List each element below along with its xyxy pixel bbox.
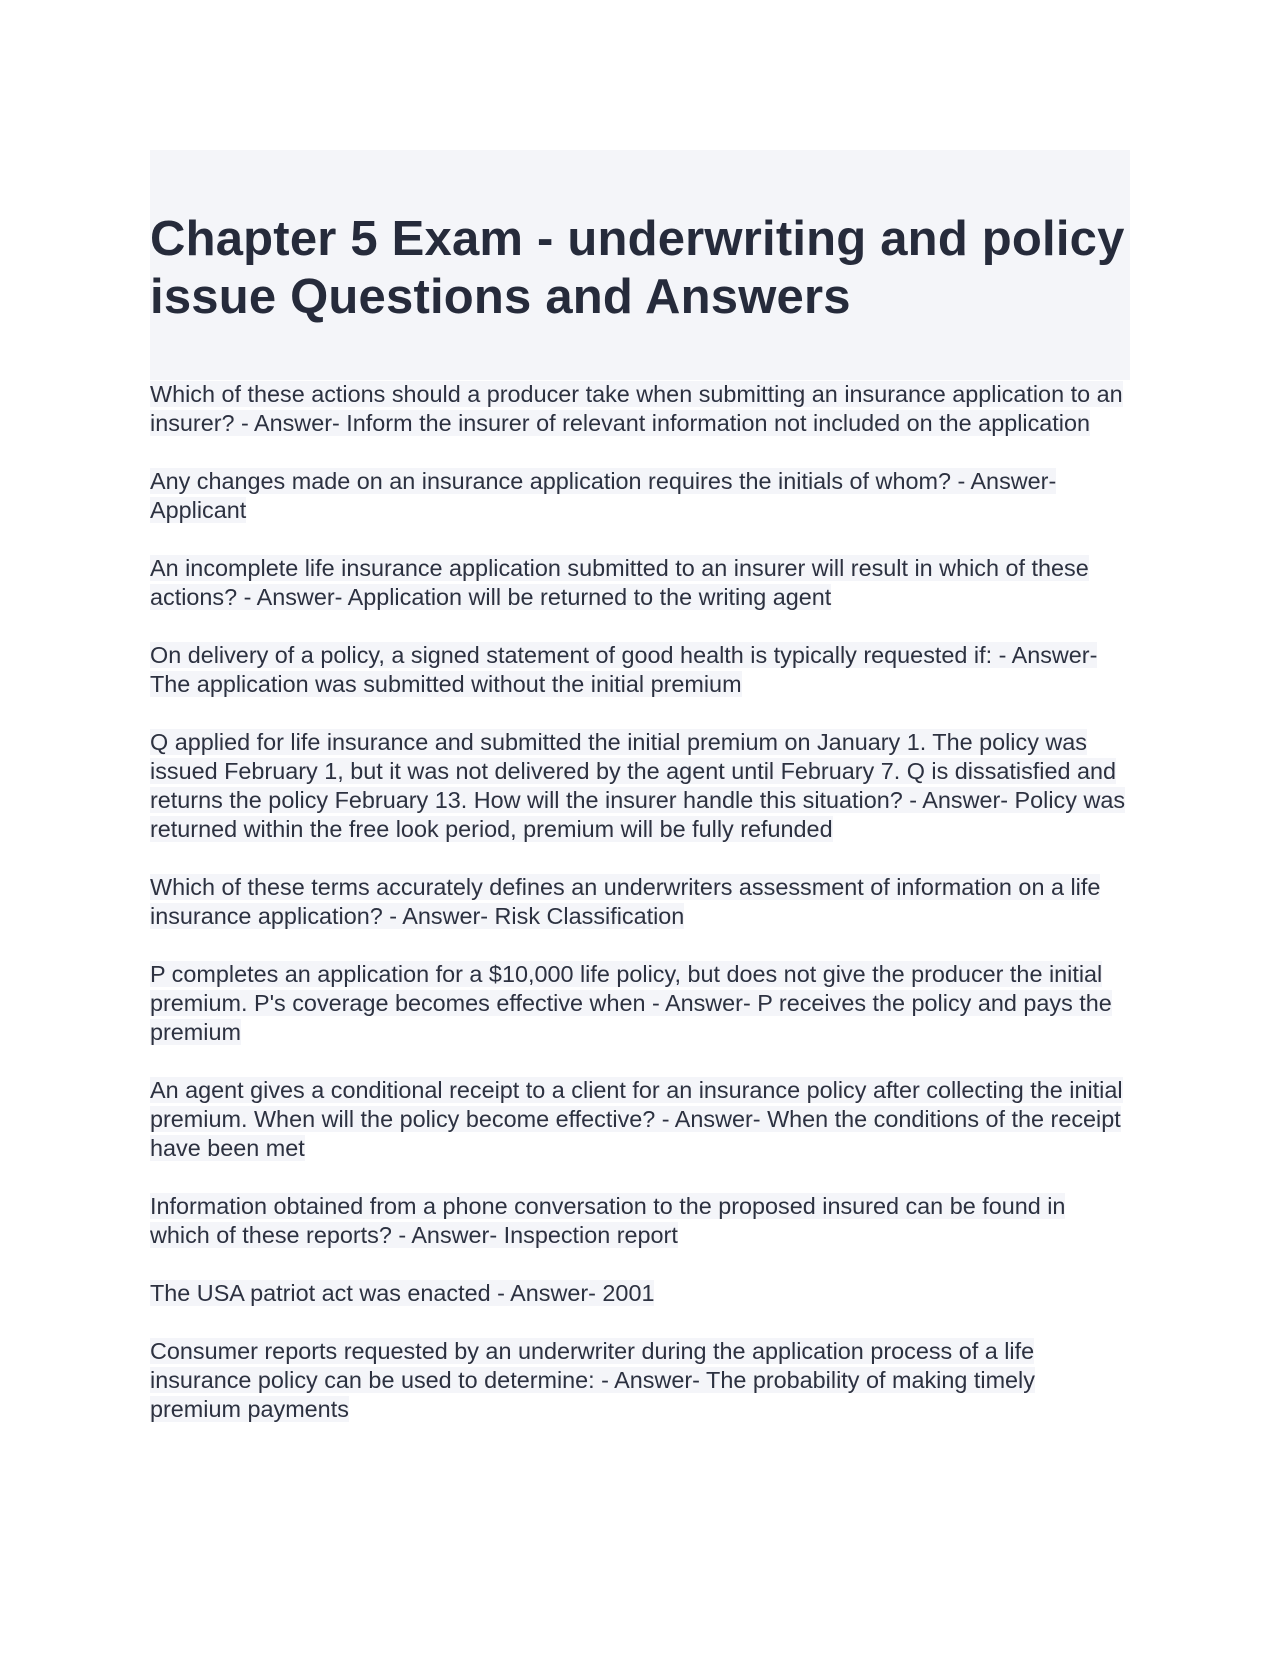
qa-list	[150, 380, 1130, 1424]
qa-text: Q applied for life insurance and submitted the initial premium on January 1. The policy was issued February 1, but it was not delivered by the agent until February 7. Q is dissatisfied and returns the policy February 13. How will the insurer handle this situation? - Answer- Policy was returned within the free look period, premium will be fully refunded	[150, 729, 1126, 842]
document-page	[150, 150, 1130, 1453]
qa-item	[150, 1337, 1130, 1424]
qa-text: Which of these terms accurately defines an underwriters assessment of information on a life insurance application? - Answer- Risk Classification	[150, 874, 1101, 929]
qa-item	[150, 1076, 1130, 1163]
document-title: Chapter 5 Exam - underwriting and policy issue Questions and Answers	[150, 212, 1125, 324]
qa-text: P completes an application for a $10,000 life policy, but does not give the producer the initial premium. P's coverage becomes effective when - Answer- P receives the policy and pays the premium	[150, 961, 1112, 1045]
qa-item	[150, 1279, 1130, 1308]
qa-item	[150, 380, 1130, 438]
qa-text: Which of these actions should a producer take when submitting an insurance application to an insurer? - Answer- Inform the insurer of relevant information not included on the application	[150, 381, 1123, 436]
qa-text: An agent gives a conditional receipt to a client for an insurance policy after collecting the initial premium. When will the policy become effective? - Answer- When the conditions of the receipt have been met	[150, 1077, 1123, 1161]
title-block	[150, 150, 1130, 380]
qa-item	[150, 960, 1130, 1047]
qa-text: Information obtained from a phone conversation to the proposed insured can be found in which of these reports? - Answer- Inspection report	[150, 1193, 1066, 1248]
qa-item	[150, 1192, 1130, 1250]
qa-text: Consumer reports requested by an underwriter during the application process of a life insurance policy can be used to determine: - Answer- The probability of making timely premium payments	[150, 1338, 1035, 1422]
qa-item	[150, 873, 1130, 931]
qa-text: An incomplete life insurance application submitted to an insurer will result in which of these actions? - Answer- Application will be returned to the writing agent	[150, 555, 1089, 610]
qa-item	[150, 467, 1130, 525]
qa-text: Any changes made on an insurance application requires the initials of whom? - Answer- Applicant	[150, 468, 1057, 523]
qa-item	[150, 641, 1130, 699]
qa-text: On delivery of a policy, a signed statement of good health is typically requested if: - Answer- The application was submitted without the initial premium	[150, 642, 1098, 697]
qa-item	[150, 728, 1130, 844]
qa-item	[150, 554, 1130, 612]
qa-text: The USA patriot act was enacted - Answer- 2001	[150, 1280, 655, 1306]
